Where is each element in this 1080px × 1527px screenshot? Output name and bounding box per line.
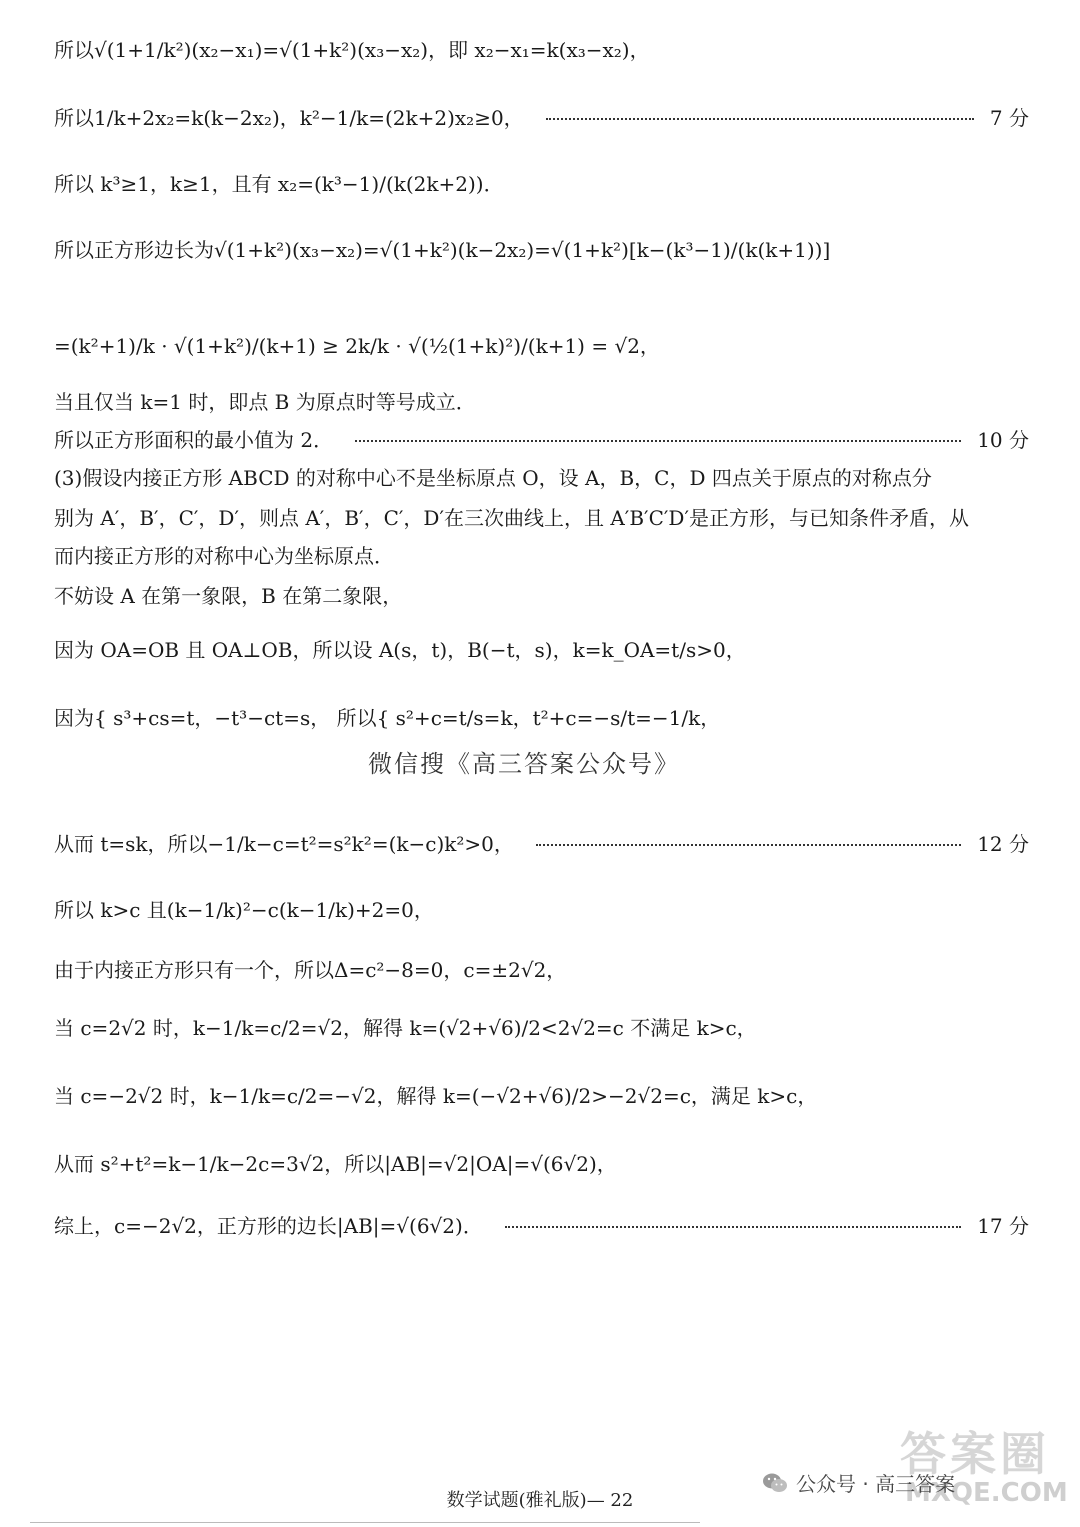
score-label: 17 分 [977,1214,1029,1238]
solution-line-15 [54,894,1029,923]
score-label: 7 分 [989,106,1029,130]
line-text: 不妨设 A 在第一象限，B 在第二象限， [54,584,403,608]
line-text: 而内接正方形的对称中心为坐标原点． [54,544,394,568]
solution-line-13 [54,702,1029,731]
solution-line-9 [54,502,1029,531]
line-text: 别为 A′，B′，C′，D′，则点 A′，B′，C′，D′在三次曲线上，且 A′B′C′D′是正方形，与已知条件矛盾，从 [54,506,969,530]
line-text: 因为 OA=OB 且 OA⊥OB，所以设 A(s，t)，B(−t，s)，k=k_OA=t/s>0， [54,638,746,662]
watermark-stamp: 答案圈 [900,1427,1050,1481]
solution-line-17 [54,1012,1029,1041]
solution-line-16 [54,954,1029,983]
solution-line-19 [54,1148,1029,1177]
score-label: 10 分 [977,428,1029,452]
dotted-leader [536,843,961,846]
line-text: 所以正方形面积的最小值为 2． [54,428,334,452]
dotted-leader [505,1225,961,1228]
line-text: 所以1/k+2x₂=k(k−2x₂)，k²−1/k=(2k+2)x₂≥0， [54,106,524,130]
solution-line-1 [54,34,1029,63]
watermark-text: 微信搜《高三答案公众号》 [368,750,680,778]
line-text: (3)假设内接正方形 ABCD 的对称中心不是坐标原点 O，设 A，B，C，D 四点关于原点的对称点分 [54,466,932,490]
solution-line-4 [54,234,1029,263]
line-text: 当且仅当 k=1 时，即点 B 为原点时等号成立． [54,390,476,414]
line-text: 所以正方形边长为√(1+k²)(x₃−x₂)=√(1+k²)(k−2x₂)=√(1+k²)[k−(k³−1)/(k(k+1))] [54,238,831,262]
solution-line-2 [54,102,1029,131]
solution-line-10 [54,540,1029,569]
dotted-leader [355,439,961,442]
solution-line-12 [54,634,1029,663]
source-label: 公众号 · 高三答案 [796,1472,956,1496]
line-text: 由于内接正方形只有一个，所以Δ=c²−8=0，c=±2√2， [54,958,567,982]
line-text: 综上，c=−2√2，正方形的边长|AB|=√(6√2)． [54,1214,483,1238]
page-footer: 数学试题(雅礼版)— 22 [446,1490,634,1511]
line-text: 当 c=−2√2 时，k−1/k=c/2=−√2，解得 k=(−√2+√6)/2>−2√2=c，满足 k>c， [54,1084,818,1108]
line-text: 当 c=2√2 时，k−1/k=c/2=√2，解得 k=(√2+√6)/2<2√2=c 不满足 k>c， [54,1016,757,1040]
solution-line-6 [54,386,1029,415]
solution-line-20 [54,1210,1029,1239]
solution-line-5 [54,330,1029,359]
bottom-rule [30,1522,700,1523]
line-text: 所以 k>c 且(k−1/k)²−c(k−1/k)+2=0， [54,898,434,922]
solution-line-11 [54,580,1029,609]
score-label: 12 分 [977,832,1029,856]
watermark-url: MXQE.COM [905,1478,1068,1508]
line-text: 从而 t=sk，所以−1/k−c=t²=s²k²=(k−c)k²>0， [54,832,514,856]
solution-line-7 [54,424,1029,453]
dotted-leader [546,117,974,120]
solution-line-14 [54,828,1029,857]
line-text: 从而 s²+t²=k−1/k−2c=3√2，所以|AB|=√2|OA|=√(6√2)， [54,1152,617,1176]
line-text: 所以 k³≥1，k≥1，且有 x₂=(k³−1)/(k(2k+2))． [54,172,504,196]
solution-line-18 [54,1080,1029,1109]
line-text: =(k²+1)/k · √(1+k²)/(k+1) ≥ 2k/k · √(½(1+k)²)/(k+1) = √2， [54,334,660,358]
solution-line-8 [54,462,1029,491]
line-text: 所以√(1+1/k²)(x₂−x₁)=√(1+k²)(x₃−x₂)，即 x₂−x₁=k(x₃−x₂)， [54,38,650,62]
line-text: 因为{ s³+cs=t，−t³−ct=s， 所以{ s²+c=t/s=k，t²+c=−s/t=−1/k， [54,706,721,730]
solution-line-3 [54,168,1029,197]
